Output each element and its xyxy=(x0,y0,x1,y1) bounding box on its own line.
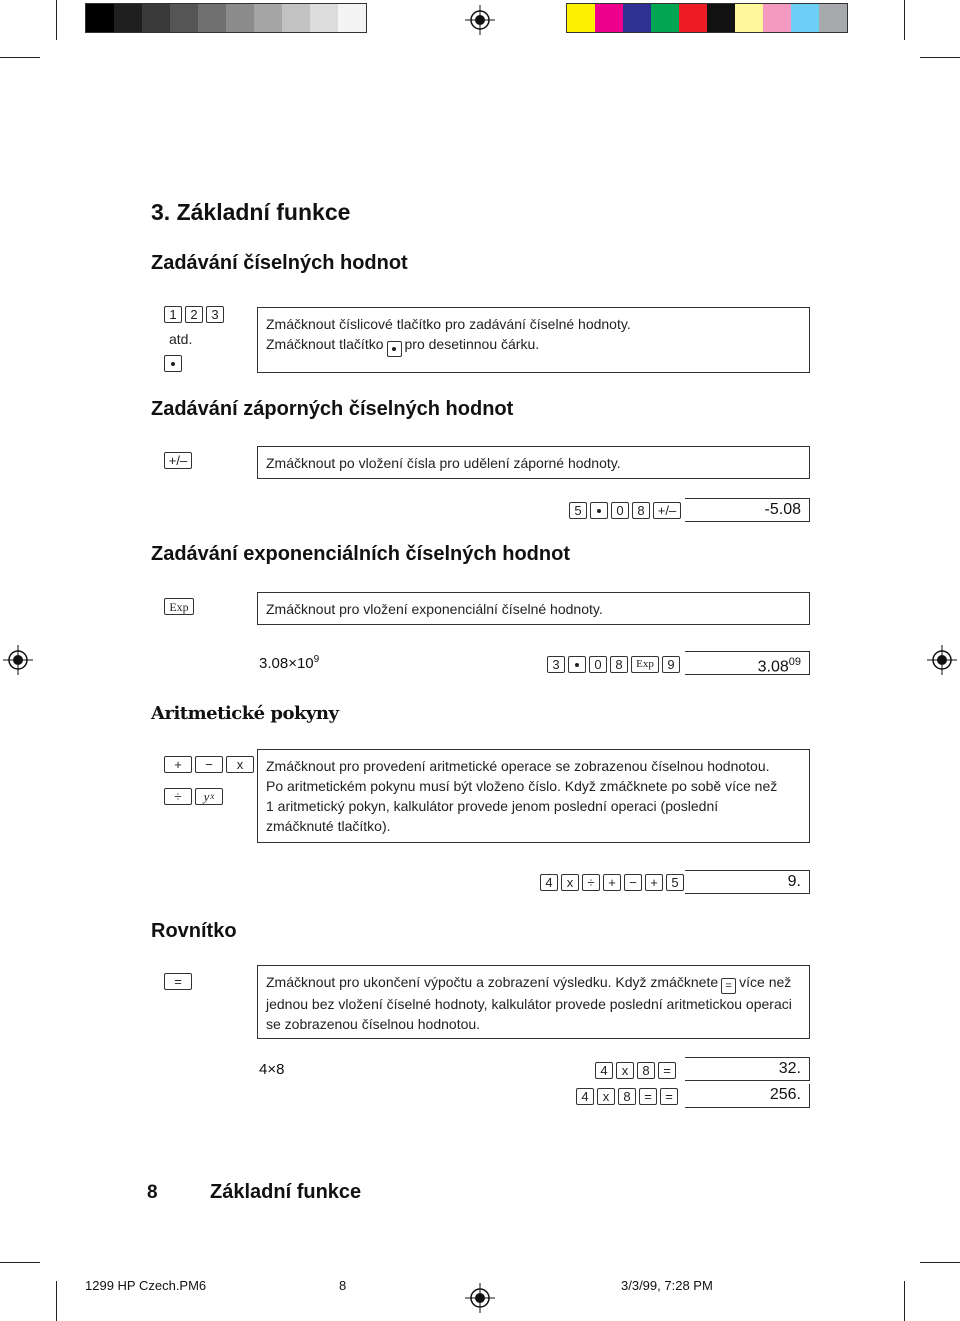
crop-mark xyxy=(56,1281,57,1321)
description-line: Zmáčknout pro provedení aritmetické operace se zobrazenou číselnou hodnotou. xyxy=(266,758,770,774)
color-swatch xyxy=(282,4,310,32)
seq-key: x xyxy=(561,874,579,891)
exp-key-group xyxy=(164,598,194,615)
color-swatch xyxy=(735,4,763,32)
slug-page: 8 xyxy=(339,1278,347,1293)
equals-example: 4×8 xyxy=(259,1061,285,1078)
crop-mark xyxy=(56,0,57,40)
multiply-key: x xyxy=(226,756,254,773)
description-line: Zmáčknout číslicové tlačítko pro zadávání číselné hodnoty. xyxy=(266,316,631,332)
example-exponent: 9 xyxy=(313,654,320,665)
footer-title: Základní funkce xyxy=(210,1181,362,1203)
description-line: Zmáčknout pro vložení exponenciální číselné hodnoty. xyxy=(266,601,603,617)
crop-mark xyxy=(904,1281,905,1321)
registration-mark-left-icon xyxy=(3,645,33,675)
negative-description-box xyxy=(257,446,810,479)
equals-key-sequence-2 xyxy=(576,1088,678,1105)
exponent-example xyxy=(259,654,319,672)
numeric-description-box xyxy=(257,307,810,373)
gray-color-bar xyxy=(85,3,367,33)
seq-key: 4 xyxy=(540,874,558,891)
crop-mark xyxy=(0,1262,40,1263)
crop-mark xyxy=(920,57,960,58)
color-swatch xyxy=(338,4,366,32)
seq-key: = xyxy=(639,1088,657,1105)
seq-key: 8 xyxy=(637,1062,655,1079)
equals-key-group xyxy=(164,973,192,990)
arith-key-sequence xyxy=(540,874,684,891)
divide-key: ÷ xyxy=(164,788,192,805)
color-swatch xyxy=(198,4,226,32)
page-number: 8 xyxy=(147,1182,158,1203)
seq-key: x xyxy=(616,1062,634,1079)
power-key-base: y xyxy=(203,789,210,804)
seq-key: 0 xyxy=(589,656,607,673)
description-text: pro desetinnou čárku. xyxy=(404,336,540,352)
key-1: 1 xyxy=(164,306,182,323)
equals-display-result-1: 32. xyxy=(685,1057,810,1081)
seq-key: ÷ xyxy=(582,874,600,891)
seq-key: x xyxy=(597,1088,615,1105)
description-line xyxy=(266,972,801,994)
exp-key: Exp xyxy=(164,598,194,615)
description-line: 1 aritmetický pokyn, kalkulátor provede jenom poslední operaci (poslední xyxy=(266,798,719,814)
seq-key-exp: Exp xyxy=(631,656,659,673)
seq-key-decimal xyxy=(568,656,586,673)
color-swatch xyxy=(791,4,819,32)
color-swatch xyxy=(170,4,198,32)
crop-mark xyxy=(920,1262,960,1263)
seq-key: 4 xyxy=(595,1062,613,1079)
exponent-description-box xyxy=(257,592,810,625)
color-swatch xyxy=(707,4,735,32)
seq-key: 5 xyxy=(666,874,684,891)
plus-key: + xyxy=(164,756,192,773)
color-swatch xyxy=(86,4,114,32)
seq-key: 8 xyxy=(632,502,650,519)
slug-filename: 1299 HP Czech.PM6 xyxy=(85,1278,207,1293)
color-swatch xyxy=(623,4,651,32)
description-line: Po aritmetickém pokynu musí být vloženo číslo. Když zmáčknete po sobě více než xyxy=(266,778,778,794)
display-mantissa: 3.08 xyxy=(757,658,789,676)
seq-key: 3 xyxy=(547,656,565,673)
seq-key: + xyxy=(645,874,663,891)
equals-key-sequence-1 xyxy=(595,1062,676,1079)
seq-key: 0 xyxy=(611,502,629,519)
color-swatch xyxy=(114,4,142,32)
seq-key: 9 xyxy=(662,656,680,673)
arith-display-result: 9. xyxy=(685,870,810,894)
registration-mark-right-icon xyxy=(927,645,957,675)
example-base: 3.08×10 xyxy=(259,655,314,672)
exponent-key-sequence xyxy=(547,656,680,673)
description-line: se zobrazenou číselnou hodnotou. xyxy=(266,1016,481,1032)
decimal-key-group xyxy=(164,355,182,372)
seq-key: 4 xyxy=(576,1088,594,1105)
description-line: jednou bez vložení číselné hodnoty, kalkulátor provede poslední aritmetickou operaci xyxy=(266,996,792,1012)
process-color-bar xyxy=(566,3,848,33)
seq-key: 5 xyxy=(569,502,587,519)
crop-mark xyxy=(0,57,40,58)
color-swatch xyxy=(595,4,623,32)
equals-key: = xyxy=(164,973,192,990)
color-swatch xyxy=(310,4,338,32)
description-text: Zmáčknout tlačítko xyxy=(266,336,384,352)
registration-mark-top-icon xyxy=(465,5,495,35)
power-key xyxy=(195,788,223,805)
slug-date: 3/3/99, 7:28 PM xyxy=(621,1278,713,1293)
section-heading-numeric: Zadávání číselných hodnot xyxy=(151,252,408,274)
equals-description-box xyxy=(257,965,810,1039)
description-line: Zmáčknout po vložení čísla pro udělení záporné hodnoty. xyxy=(266,455,621,471)
minus-key: − xyxy=(195,756,223,773)
color-swatch xyxy=(226,4,254,32)
section-heading-negative: Zadávání záporných číselných hodnot xyxy=(151,398,514,420)
page-title: 3. Základní funkce xyxy=(151,199,351,225)
color-swatch xyxy=(679,4,707,32)
seq-key: − xyxy=(624,874,642,891)
sign-key-group xyxy=(164,452,192,469)
negative-key-sequence xyxy=(569,502,681,519)
power-key-exponent: x xyxy=(210,791,215,801)
registration-mark-bottom-icon xyxy=(465,1283,495,1313)
description-line xyxy=(266,334,801,357)
section-heading-exponent: Zadávání exponenciálních číselných hodnot xyxy=(151,543,570,565)
description-text: více než xyxy=(739,974,792,990)
color-swatch xyxy=(254,4,282,32)
arith-description-box xyxy=(257,749,810,843)
exponent-display-result xyxy=(685,651,810,675)
change-sign-key: +/– xyxy=(164,452,192,469)
seq-key: + xyxy=(603,874,621,891)
color-swatch xyxy=(763,4,791,32)
display-exponent: 09 xyxy=(788,656,801,668)
section-heading-arithmetic: Aritmetické pokyny xyxy=(151,703,339,724)
color-swatch xyxy=(651,4,679,32)
key-3: 3 xyxy=(206,306,224,323)
equals-display-result-2: 256. xyxy=(685,1084,810,1108)
equals-inline-icon: = xyxy=(721,978,736,994)
color-swatch xyxy=(567,4,595,32)
seq-key: = xyxy=(660,1088,678,1105)
seq-key: 8 xyxy=(618,1088,636,1105)
key-2: 2 xyxy=(185,306,203,323)
etc-note: atd. xyxy=(169,331,193,347)
seq-key: +/– xyxy=(653,502,681,519)
section-heading-equals: Rovnítko xyxy=(151,920,237,942)
negative-display-result: -5.08 xyxy=(685,498,810,522)
decimal-point-key xyxy=(164,355,182,372)
digit-keys xyxy=(164,306,224,323)
seq-key: 8 xyxy=(610,656,628,673)
color-swatch xyxy=(142,4,170,32)
color-swatch xyxy=(819,4,847,32)
description-line: zmáčknuté tlačítko). xyxy=(266,818,391,834)
description-text: Zmáčknout pro ukončení výpočtu a zobrazení výsledku. Když zmáčknete xyxy=(266,974,719,990)
seq-key-decimal xyxy=(590,502,608,519)
seq-key: = xyxy=(658,1062,676,1079)
decimal-point-inline-icon xyxy=(387,341,402,357)
crop-mark xyxy=(904,0,905,40)
arith-keys-row2 xyxy=(164,788,223,805)
arith-keys-row1 xyxy=(164,756,254,773)
